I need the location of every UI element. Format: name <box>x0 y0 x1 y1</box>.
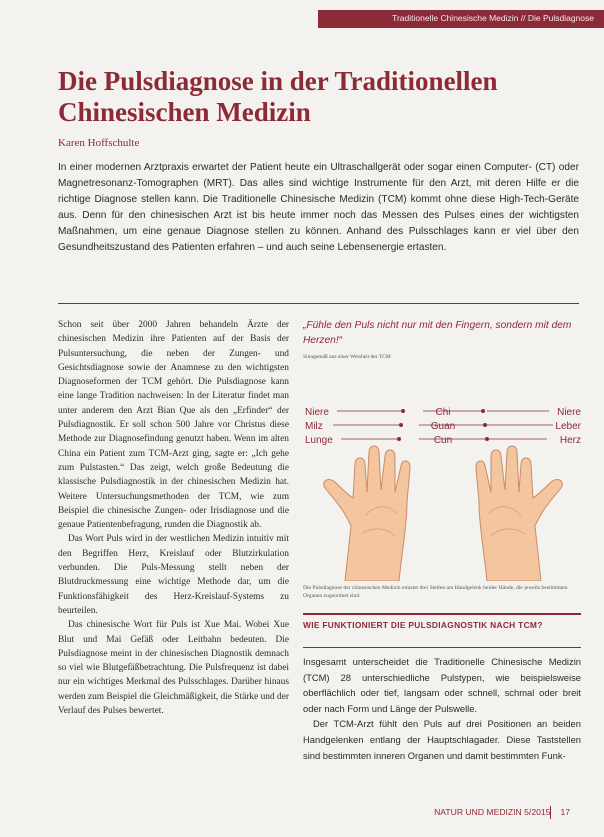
footer-magazine: NATUR UND MEDIZIN 5/2015 <box>434 807 551 817</box>
label-right-niere: Niere <box>557 407 581 418</box>
label-right-herz: Herz <box>559 435 581 446</box>
box-rule-bottom <box>303 647 581 648</box>
left-column <box>58 318 289 718</box>
label-right-leber: Leber <box>555 421 581 432</box>
figure-caption: Die Pulsdiagnose der chinesischen Medizin ertastet drei Stellen am Handgelenk beider Hände, die jeweils bestimmten Organen zugeordnet sind. <box>303 585 568 599</box>
section-header-bar <box>318 10 604 28</box>
label-left-niere: Niere <box>305 407 329 418</box>
article-author: Karen Hoffschulte <box>58 137 140 149</box>
left-hand-illustration <box>324 446 410 581</box>
pull-quote: „Fühle den Puls nicht nur mit den Fingern, sondern mit dem Herzen!“ <box>303 320 572 346</box>
label-center-cun: Cun <box>433 435 453 446</box>
footer-page-number: 17 <box>560 807 570 817</box>
body-paragraph: Der TCM-Arzt fühlt den Puls auf drei Positionen an beiden Handgelenken entlang der Hauptschlagader. Diese Taststellen sind bestimmten inneren Organen und damit bestimmten Funk- <box>303 718 581 761</box>
label-center-chi: Chi <box>435 407 451 418</box>
body-paragraph: Das chinesische Wort für Puls ist Xue Mai. Wobei Xue Blut und Mai Gefäß oder Leitbahn bedeuten. Die Pulsdiagnose meint in der chinesischen Diagnostik demnach so viel wie Blutgefäßbetrachtung. Die Pulsfrequenz ist dabei nur ein wichtiges Merkmal des Pulsschlages. Darüber hinaus werden zum Beispiel die Gleichmäßigkeit, die Stärke und der Verlauf des Pulses bewertet. <box>58 620 289 717</box>
section-header-text: Traditionelle Chinesische Medizin // Die Pulsdiagnose <box>392 13 594 23</box>
body-paragraph: Insgesamt unterscheidet die Traditionelle Chinesische Medizin (TCM) 28 unterschiedliche Pulstypen, wie beispielsweise oberflächlich oder tief, langsam oder schnell, schmal oder breit oder nach Form und Länge der Pulswelle. <box>303 656 581 714</box>
box-heading: WIE FUNKTIONIERT DIE PULSDIAGNOSTIK NACH TCM? <box>303 620 543 630</box>
article-title: Die Pulsdiagnose in der Traditionellen Chinesischen Medizin <box>58 66 498 127</box>
label-center-guan: Guan <box>430 421 456 432</box>
intro-divider <box>58 303 579 304</box>
box-rule-top <box>303 613 581 615</box>
right-column <box>303 654 581 763</box>
label-left-lunge: Lunge <box>305 435 333 446</box>
body-paragraph: Schon seit über 2000 Jahren behandeln Ärzte der chinesischen Medizin ihre Patienten auf der Basis der Pulsuntersuchung, die neben der Zungen- und Gesichtsdiagnose sowie der Anamnese zu den wichtigsten Diagnoseformen der TCM gehört. Die Pulsdiagnose kann eine lange Tradition nachweisen: In der Literatur findet man unter anderem den Arzt Bian Que als den „Erfinder“ der Pulsdiagnostik. Er soll schon 500 Jahre vor Christus diese Methode zur Diagnosefindung genutzt haben. Wenn im alten China ein Patient zum TCM-Arzt ging, sagte er: „Ich gehe zum Pulstasten.“ Das zeigt, welch große Bedeutung die klassische Pulsdiagnostik in der chinesischen Medizin hat. Weitere Untersuchungsmethoden der TCM, wie zum Beispiel die chinesische Zungen- oder Irisdiagnose und die genaue Patientenbefragung, runden die Diagnostik ab. <box>58 320 289 531</box>
article-intro: In einer modernen Arztpraxis erwartet der Patient heute ein Ultraschallgerät oder sogar einen Computer- (CT) oder Magnetresonanz-Tomographen (MRT). Das alles sind wichtige Instrumente für den Arzt, mit deren Hilfe er die richtige Diagnose stellen kann. Die Traditionelle Chinesische Medizin (TCM) kommt ohne diese High-Tech-Geräte aus. Denn für den chinesischen Arzt ist bis heute immer noch das Messen des Pulses eines der wichtigsten Maßnahmen, um eine genaue Diagnose stellen zu können. Anhand des Pulsschlages kann er viel über den Gesundheitszustand des Patienten erfahren – und auch seine Lebensenergie ertasten. <box>58 162 579 254</box>
right-hand-illustration <box>476 446 562 581</box>
quote-source: Sinngemäß aus einer Weisheit der TCM <box>303 354 391 360</box>
label-left-milz: Milz <box>305 421 323 432</box>
body-paragraph: Das Wort Puls wird in der westlichen Medizin intuitiv mit den Begriffen Herz, Kreislauf oder Blutzirkulation verbunden. Die Puls-Messung stellt neben der Blutdruckmessung eine wichtige Methode dar, um die Funktionsfähigkeit des Herz-Kreislauf-Systems zu beurteilen. <box>58 534 289 616</box>
page-footer <box>434 807 570 817</box>
pulse-points-hands-figure <box>303 376 583 581</box>
